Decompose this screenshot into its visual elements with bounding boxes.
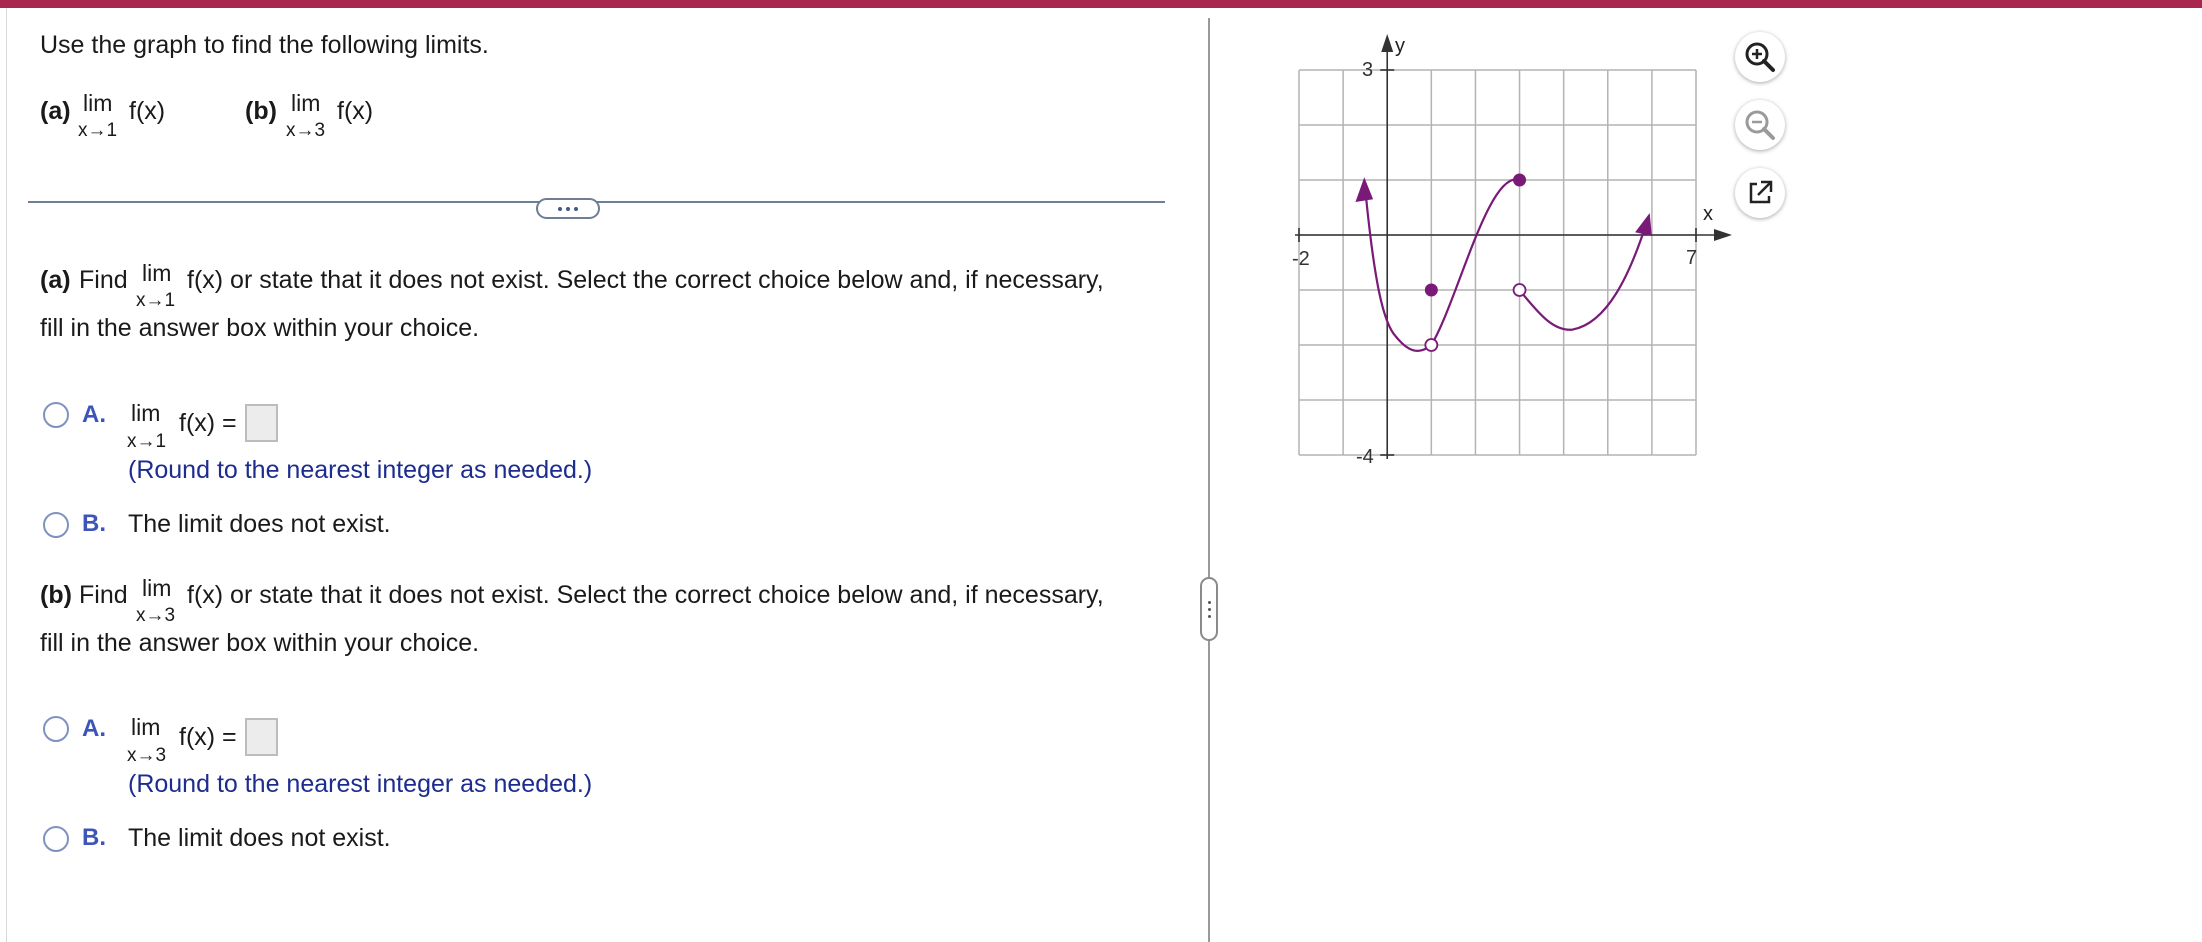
part-b-choice-b-letter: B. [82, 824, 106, 851]
open-point [1425, 339, 1437, 351]
part-a-label: (a) [40, 266, 71, 294]
summary-a-lim: lim [83, 90, 113, 116]
curve-arrow-left [1355, 177, 1373, 202]
part-a-choice-a-radio[interactable] [43, 402, 69, 428]
part-b-choice-a-lim: lim [131, 714, 161, 740]
part-b-prompt-line2: fill in the answer box within your choice. [40, 629, 480, 657]
x-min-tick-label: -2 [1292, 248, 1310, 270]
curve-segment-right [1520, 227, 1646, 330]
filled-point [1513, 174, 1526, 187]
pop-out-button[interactable] [1735, 168, 1785, 218]
part-a-choice-b-radio[interactable] [43, 512, 69, 538]
part-b-label: (b) [40, 581, 72, 609]
summary-a-sub: x→1 [78, 120, 118, 141]
x-axis-label: x [1703, 203, 1713, 225]
part-b-choice-a-expr: f(x) = [179, 723, 237, 751]
open-point [1514, 284, 1526, 296]
part-b-sub: x→3 [136, 605, 176, 626]
function-graph [1270, 30, 1750, 480]
summary-b-lim: lim [291, 90, 321, 116]
part-a-find: Find [79, 266, 128, 294]
y-axis-label: y [1395, 35, 1405, 57]
part-b-choice-b-radio[interactable] [43, 826, 69, 852]
y-axis-arrow [1381, 34, 1393, 52]
summary-b-sub: x→3 [286, 120, 326, 141]
summary-a-fx: f(x) [129, 97, 166, 125]
summary-b-label: (b) [245, 97, 277, 125]
graph-axes [1295, 34, 1732, 459]
part-b-prompt: f(x) or state that it does not exist. Select the correct choice below and, if necessary, [187, 581, 1104, 609]
zoom-out-button[interactable] [1735, 100, 1785, 150]
pane-divider [1208, 18, 1210, 942]
part-a-choice-a-letter: A. [82, 401, 106, 428]
part-b-choice-a-radio[interactable] [43, 716, 69, 742]
part-b-choice-b-text: The limit does not exist. [128, 824, 391, 852]
curve-segment-left [1365, 188, 1431, 351]
graph-grid [1299, 70, 1696, 455]
part-b-choice-a-letter: A. [82, 715, 106, 742]
filled-point [1425, 284, 1438, 297]
part-a-sub: x→1 [136, 290, 176, 311]
part-a-choice-a-sub: x→1 [127, 431, 167, 452]
part-b-lim: lim [142, 575, 172, 601]
part-a-round-note: (Round to the nearest integer as needed.) [128, 456, 593, 484]
pane-resize-handle[interactable] [1200, 577, 1218, 641]
summary-a-label: (a) [40, 97, 71, 125]
part-a-prompt: f(x) or state that it does not exist. Select the correct choice below and, if necessary, [187, 266, 1104, 294]
zoom-out-icon [1742, 107, 1778, 143]
pop-out-icon [1743, 176, 1777, 210]
part-a-lim: lim [142, 260, 172, 286]
zoom-in-icon [1742, 39, 1778, 75]
expand-more-button[interactable] [536, 198, 600, 219]
part-a-choice-b-text: The limit does not exist. [128, 510, 391, 538]
part-a-choice-b-letter: B. [82, 510, 106, 537]
zoom-in-button[interactable] [1735, 32, 1785, 82]
top-accent-bar [0, 0, 2202, 8]
x-max-tick-label: 7 [1686, 247, 1698, 269]
y-min-tick-label: -4 [1356, 446, 1374, 468]
part-b-find: Find [79, 581, 128, 609]
part-a-choice-a-lim: lim [131, 400, 161, 426]
summary-b-fx: f(x) [337, 97, 374, 125]
part-a-prompt-line2: fill in the answer box within your choice. [40, 314, 480, 342]
part-a-choice-a-expr: f(x) = [179, 409, 237, 437]
x-axis-arrow [1714, 229, 1732, 241]
question-pane [0, 8, 1208, 942]
part-b-answer-box[interactable] [245, 718, 278, 756]
curve-arrow-right [1635, 213, 1652, 236]
instruction-text: Use the graph to find the following limits. [40, 31, 489, 59]
part-a-answer-box[interactable] [245, 404, 278, 442]
part-b-choice-a-sub: x→3 [127, 745, 167, 766]
y-max-tick-label: 3 [1362, 59, 1374, 81]
part-b-round-note: (Round to the nearest integer as needed.) [128, 770, 593, 798]
